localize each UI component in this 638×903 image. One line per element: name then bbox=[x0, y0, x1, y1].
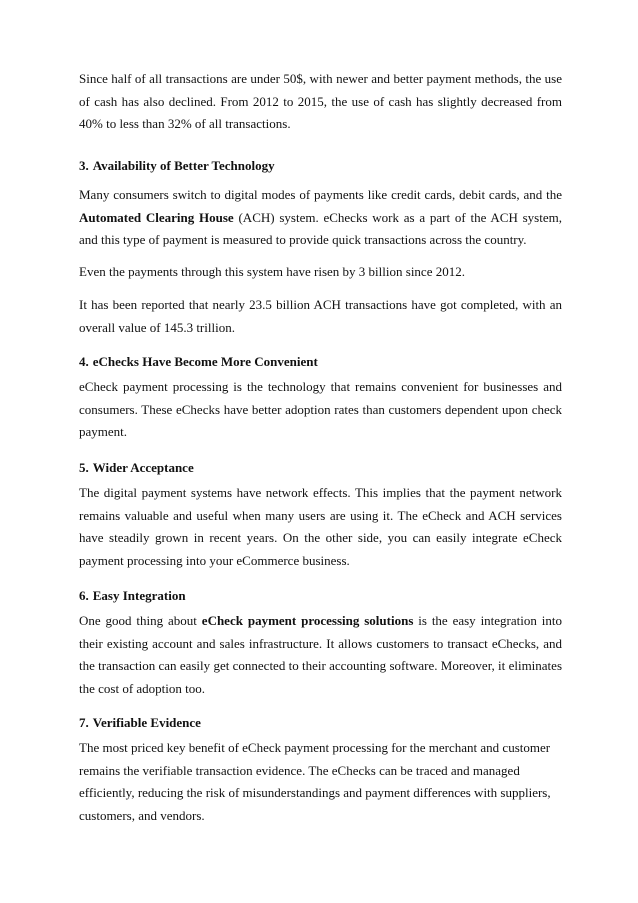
bold-term: Automated Clearing House bbox=[79, 209, 234, 225]
heading-number: 5. bbox=[79, 460, 89, 475]
heading-more-convenient bbox=[79, 353, 562, 371]
heading-number: 3. bbox=[79, 158, 89, 173]
bold-term: eCheck payment processing solutions bbox=[201, 613, 414, 628]
heading-number: 4. bbox=[79, 354, 89, 369]
heading-text: Wider Acceptance bbox=[92, 460, 194, 475]
heading-text: Verifiable Evidence bbox=[92, 715, 201, 730]
paragraph-cash-decline: Since half of all transactions are under 50$, with newer and better payment methods, the use of cash has also declined. From 2012 to 2015, the use of cash has slightly decreased from 40% to less than 32% of all transactions. bbox=[79, 71, 562, 132]
paragraph-verifiable-evidence: The most priced key benefit of eCheck payment processing for the merchant and customer remains the verifiable transaction evidence. The eChecks can be traced and managed efficiently, reducing the risk of misunderstandings and payment differences with suppliers, customers, and vendors. bbox=[79, 740, 551, 823]
paragraph-ach-transactions: It has been reported that nearly 23.5 billion ACH transactions have got completed, with an overall value of 145.3 trillion. bbox=[79, 297, 562, 335]
heading-text: Easy Integration bbox=[92, 588, 186, 603]
heading-text: Availability of Better Technology bbox=[92, 158, 275, 173]
heading-number: 6. bbox=[79, 588, 89, 603]
paragraph-digital-modes: Many consumers switch to digital modes of payments like credit cards, debit cards, and the Automated Clearing House (ACH) system. eChecks work as a part of the ACH system, and this type of payment is measured to provide quick transactions across the country. bbox=[79, 187, 562, 248]
paragraph-convenient: eCheck payment processing is the technology that remains convenient for businesses and consumers. These eChecks have better adoption rates than customers dependent upon check payment. bbox=[79, 379, 562, 440]
heading-text: eChecks Have Become More Convenient bbox=[92, 354, 318, 369]
heading-verifiable-evidence bbox=[79, 714, 562, 732]
paragraph-integration: One good thing about eCheck payment processing solutions is the easy integration into their existing account and sales infrastructure. It allows customers to transact eChecks, and the transaction can easily get connected to their accounting software. Moreover, it eliminates the cost of adoption too. bbox=[79, 613, 562, 696]
paragraph-network-effects: The digital payment systems have network effects. This implies that the payment network remains valuable and useful when many users are using it. The eCheck and ACH services have steadily grown in recent years. On the other side, you can easily integrate eCheck payment processing into your eCommerce business. bbox=[79, 485, 562, 568]
heading-wider-acceptance bbox=[79, 459, 562, 477]
heading-number: 7. bbox=[79, 715, 89, 730]
paragraph-payments-risen: Even the payments through this system have risen by 3 billion since 2012. bbox=[79, 264, 465, 279]
heading-easy-integration bbox=[79, 587, 562, 605]
heading-better-technology bbox=[79, 157, 562, 175]
